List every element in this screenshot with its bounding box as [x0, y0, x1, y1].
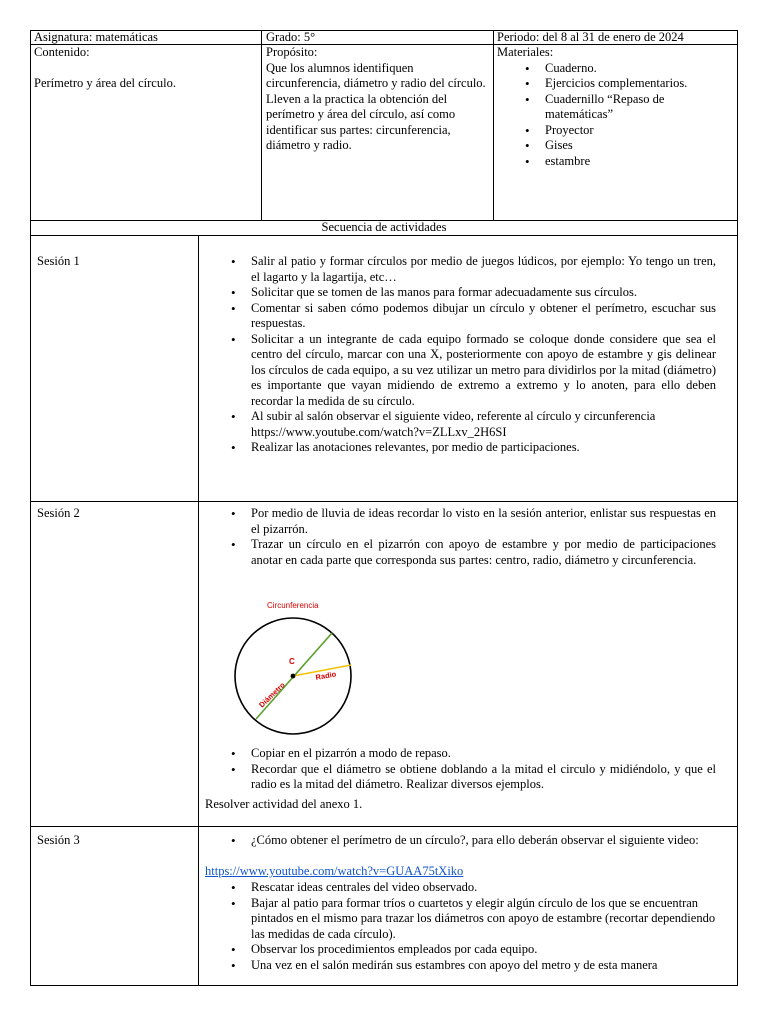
session-2-activities-top	[226, 506, 716, 568]
materials-list	[499, 61, 735, 170]
list-item: • Salir al patio y formar círculos por medio de juegos lúdicos, por ejemplo: Yo tengo un tren, el lagarto y la lagartija, etc…	[226, 254, 716, 285]
session-2-activities-bottom	[226, 746, 716, 793]
session-1-label: Sesión 1	[37, 254, 80, 268]
period-cell: Periodo: del 8 al 31 de enero de 2024	[497, 30, 684, 44]
list-item: • Rescatar ideas centrales del video observado.	[226, 880, 716, 896]
diameter-label: Diámetro	[257, 680, 287, 710]
materials-label: Materiales:	[497, 45, 554, 59]
video-link[interactable]: https://www.youtube.com/watch?v=GUAA75tXiko	[205, 864, 464, 878]
sequence-title: Secuencia de actividades	[321, 220, 447, 234]
content-label: Contenido:	[34, 45, 90, 59]
circle-diagram	[226, 596, 366, 744]
subject-cell: Asignatura: matemáticas	[34, 30, 158, 44]
list-item: • Recordar que el diámetro se obtiene doblando a la mitad el circulo y midiéndolo, y que el radio es la mitad del diámetro. Realizar diversos ejemplos.	[226, 762, 716, 793]
circumference-label: Circunferencia	[267, 601, 319, 610]
list-item: • Solicitar que se tomen de las manos para formar adecuadamente sus círculos.	[226, 285, 716, 301]
list-item: • Solicitar a un integrante de cada equipo formado se coloque donde considere que sea el centro del círculo, marcar con una X, posteriormente con apoyo de estambre y gis delinear los círculos de cada equipo, a su vez utilizar un metro para dividirlos por la mitad (diámetro) es importante que vayan midiendo de extremo a extremo y lo anoten, para ello deben recordar la medida de su círculo.	[226, 332, 716, 410]
center-point	[291, 674, 296, 679]
radius-label: Radio	[314, 669, 337, 682]
materials-item: • Cuaderno.	[499, 61, 735, 77]
session-3-first-item	[226, 833, 716, 849]
materials-item: • Proyector	[499, 123, 735, 139]
materials-item: • Ejercicios complementarios.	[499, 76, 735, 92]
session-1-activities	[226, 254, 716, 456]
content-cell	[34, 45, 256, 91]
materials-cell	[497, 45, 735, 169]
purpose-label: Propósito:	[266, 45, 318, 59]
list-item: • Al subir al salón observar el siguiente video, referente al círculo y circunferencia https://www.youtube.com/watch?v=ZLLxv_2H6SI	[226, 409, 716, 440]
session-3-activities	[226, 880, 716, 973]
list-item: • Bajar al patio para formar tríos o cuartetos y elegir algún círculo de los que se encuentran pintados en el mismo para trazar los diámetros con apoyo de estambre (recortar dependiendo las medidas de cada círculo).	[226, 896, 716, 943]
list-item: • Realizar las anotaciones relevantes, por medio de participaciones.	[226, 440, 716, 456]
list-item: • Copiar en el pizarrón a modo de repaso.	[226, 746, 716, 762]
session-3-label: Sesión 3	[37, 833, 80, 847]
list-item: • Observar los procedimientos empleados por cada equipo.	[226, 942, 716, 958]
materials-item: • Cuadernillo “Repaso de matemáticas”	[499, 92, 735, 123]
materials-item: • Gises	[499, 138, 735, 154]
content-topic: Perímetro y área del círculo.	[34, 75, 176, 90]
purpose-text: Que los alumnos identifiquen circunferencia, diámetro y radio del círculo. Lleven a la practica la obtención del perímetro y área del círculo, así como identificar sus partes: circunferencia, diámetro y radio.	[266, 60, 486, 152]
list-item: • Una vez en el salón medirán sus estambres con apoyo del metro y de esta manera	[226, 958, 716, 974]
session-2-closing: Resolver actividad del anexo 1.	[205, 797, 363, 811]
grade-cell: Grado: 5°	[266, 30, 316, 44]
purpose-cell	[266, 45, 490, 154]
center-label: C	[289, 657, 295, 666]
list-item: • Comentar si saben cómo podemos dibujar un círculo y obtener el perímetro, escuchar sus respuestas.	[226, 301, 716, 332]
list-item: • Por medio de lluvia de ideas recordar lo visto en la sesión anterior, enlistar sus respuestas en el pizarrón.	[226, 506, 716, 537]
list-item: • ¿Cómo obtener el perímetro de un círculo?, para ello deberán observar el siguiente video:	[226, 833, 716, 849]
session-2-label: Sesión 2	[37, 506, 80, 520]
materials-item: • estambre	[499, 154, 735, 170]
list-item: • Trazar un círculo en el pizarrón con apoyo de estambre y por medio de participaciones anotar en cada parte que corresponda sus partes: centro, radio, diámetro y circunferencia.	[226, 537, 716, 568]
